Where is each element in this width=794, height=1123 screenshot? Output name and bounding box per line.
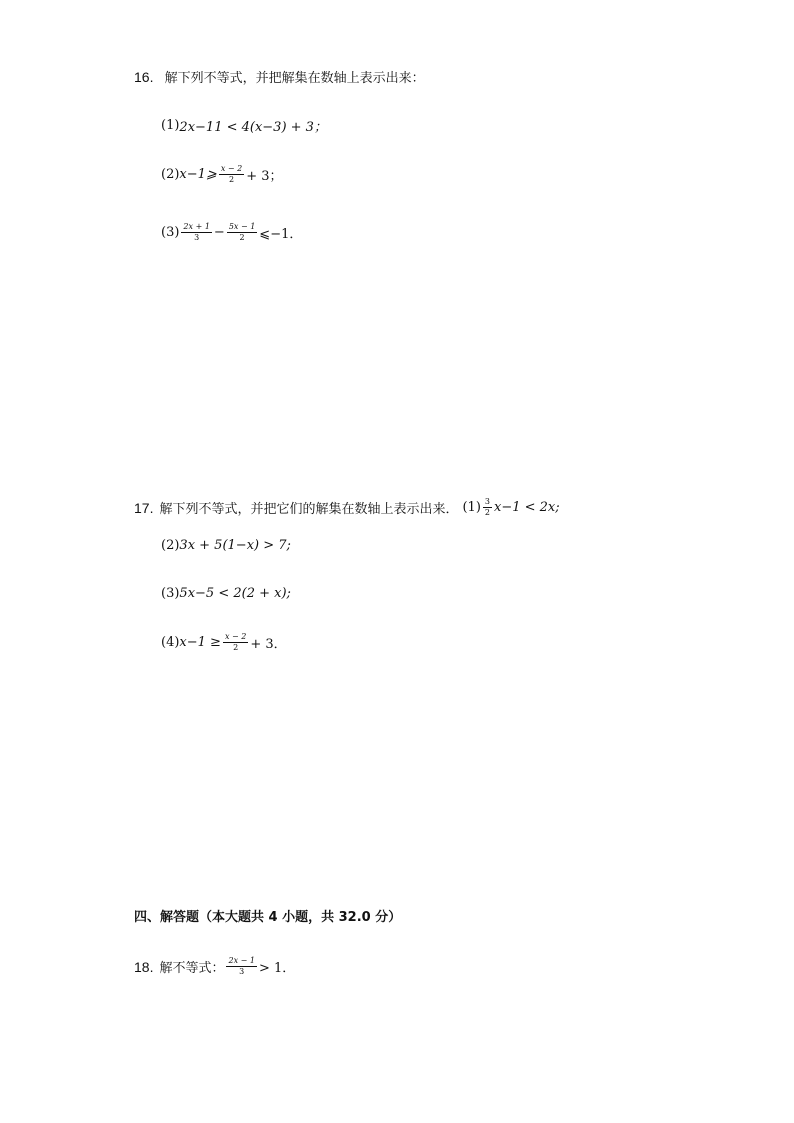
fraction-numerator: 5x − 1 (228, 222, 256, 231)
fraction-denominator: 3 (239, 967, 245, 976)
q16-item-3 (161, 222, 302, 243)
fraction-denominator: 2 (239, 233, 245, 242)
item-rhs: > 1． (258, 961, 296, 976)
item-lhs: x−1⩾ (179, 167, 217, 182)
fraction (219, 164, 244, 185)
fraction-denominator: 2 (228, 175, 235, 184)
fraction (483, 497, 492, 518)
question-16 (134, 67, 425, 86)
question-prompt: 解下列不等式，并把解集在数轴上表示出来： (164, 71, 425, 86)
item-lhs: x−1 ≥ (179, 635, 221, 650)
fraction-denominator: 3 (194, 233, 200, 242)
item-rhs: + 3． (250, 637, 287, 652)
item-expression: 5x−5 < 2(2 + x); (179, 586, 291, 601)
q16-item-2 (161, 164, 283, 185)
section-heading: 四、解答题（本大题共 4 小题，共 32.0 分） (134, 910, 402, 925)
item-label: (1) (161, 118, 180, 133)
item-label: (4) (161, 635, 180, 650)
fraction-2 (227, 222, 257, 243)
fraction-1 (181, 222, 211, 243)
q17-item-2 (161, 538, 291, 553)
fraction-numerator: 2x + 1 (183, 222, 210, 231)
item-rhs: + 3； (246, 169, 283, 184)
q17-item-3 (161, 586, 291, 601)
item-label: (3) (161, 225, 180, 240)
fraction-numerator: 2x − 1 (228, 956, 255, 965)
item-expression: x−1 < 2x; (494, 500, 560, 515)
fraction-numerator: 3 (484, 497, 490, 506)
q16-item-1 (161, 116, 327, 135)
item-expression: 3x + 5(1−x) > 7; (179, 538, 291, 553)
q17-item-4 (161, 632, 287, 653)
fraction-denominator: 2 (484, 508, 490, 517)
minus-sign: − (213, 225, 225, 240)
item-rhs: ⩽−1． (259, 227, 303, 242)
item-label: (1) (462, 500, 481, 515)
question-prompt: 解下列不等式，并把它们的解集在数轴上表示出来． (159, 502, 459, 517)
question-number: 16. (134, 69, 154, 85)
item-label: (2) (161, 167, 180, 182)
item-expression: 2x−11 < 4(x−3) + 3； (179, 120, 327, 135)
fraction (226, 956, 256, 977)
fraction-numerator: x − 2 (220, 164, 243, 173)
question-number: 18. (134, 958, 154, 975)
fraction (223, 632, 248, 653)
question-18 (134, 956, 295, 977)
question-prompt: 解不等式： (159, 961, 225, 976)
question-number: 17. (134, 499, 154, 516)
item-label: (2) (161, 538, 180, 553)
fraction-denominator: 2 (233, 643, 239, 652)
fraction-numerator: x − 2 (224, 632, 247, 641)
item-label: (3) (161, 586, 180, 601)
question-17 (134, 497, 560, 518)
